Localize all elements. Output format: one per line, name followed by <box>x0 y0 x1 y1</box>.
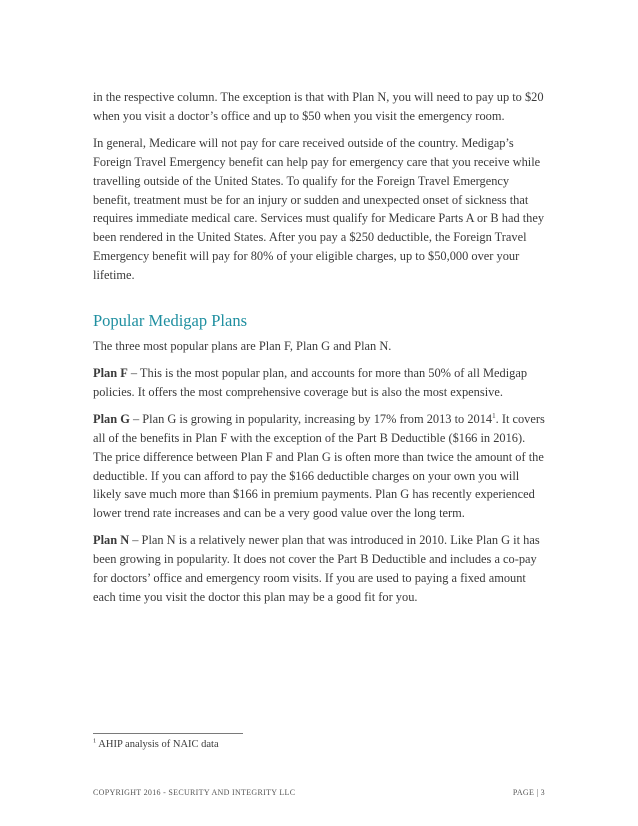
footnote-text: AHIP analysis of NAIC data <box>96 739 219 750</box>
plan-g-text-b: . It covers all of the benefits in Plan F with the exception of the Part B Deductible ($166 in 2016). The price difference between Plan F and Plan G is often more than twice the amount of the deductible. If you can afford to pay the $166 deductible charges on your own you will likely save much more than $166 in premium payments. Plan G has recently experienced lower trend rate increases and can be a very good value over the long term. <box>93 411 545 521</box>
page-content <box>93 88 545 615</box>
plan-g-label: Plan G <box>93 411 130 426</box>
plan-g-text-a: – Plan G is growing in popularity, increasing by 17% from 2013 to 2014 <box>129 411 493 426</box>
paragraph-foreign-travel: In general, Medicare will not pay for care received outside of the country. Medigap’s Foreign Travel Emergency benefit can help pay for emergency care that you receive while travelling outside of the United States. To qualify for the Foreign Travel Emergency benefit, treatment must be for an injury or sudden and unexpected onset of sickness that requires immediate medical care. Services must qualify for Medicare Parts A or B had they been rendered in the United States. After you pay a $250 deductible, the Foreign Travel Emergency benefit will pay for 80% of your eligible charges, up to $50,000 over your lifetime. <box>93 135 545 283</box>
footnote-marker: 1 <box>93 737 97 745</box>
plan-n-paragraph <box>93 531 545 607</box>
footnote-divider <box>93 733 243 734</box>
plan-f-paragraph <box>93 364 545 402</box>
section-heading: Popular Medigap Plans <box>93 311 247 331</box>
plan-f-text: – This is the most popular plan, and accounts for more than 50% of all Medigap policies. It offers the most comprehensive coverage but is also the most expensive. <box>93 365 528 399</box>
paragraph-continuation: in the respective column. The exception is that with Plan N, you will need to pay up to $20 when you visit a doctor’s office and up to $50 when you visit the emergency room. <box>93 90 544 123</box>
plan-g-paragraph <box>93 410 545 523</box>
footnote-reference[interactable]: 1 <box>492 411 496 420</box>
footer-copyright: COPYRIGHT 2016 - SECURITY AND INTEGRITY LLC <box>93 788 296 797</box>
plan-n-text: – Plan N is a relatively newer plan that was introduced in 2010. Like Plan G it has been growing in popularity. It does not cover the Part B Deductible and includes a co-pay for doctors’ office and emergency room visits. If you are used to paying a fixed amount each time you visit the doctor this plan may be a good fit for you. <box>93 533 540 604</box>
page-footer <box>93 788 545 797</box>
section-intro: The three most popular plans are Plan F, Plan G and Plan N. <box>93 339 392 354</box>
plan-f-label: Plan F <box>93 365 128 380</box>
footer-page-number: PAGE | 3 <box>512 788 545 797</box>
footnote <box>93 738 219 752</box>
plan-n-label: Plan N <box>93 533 130 548</box>
